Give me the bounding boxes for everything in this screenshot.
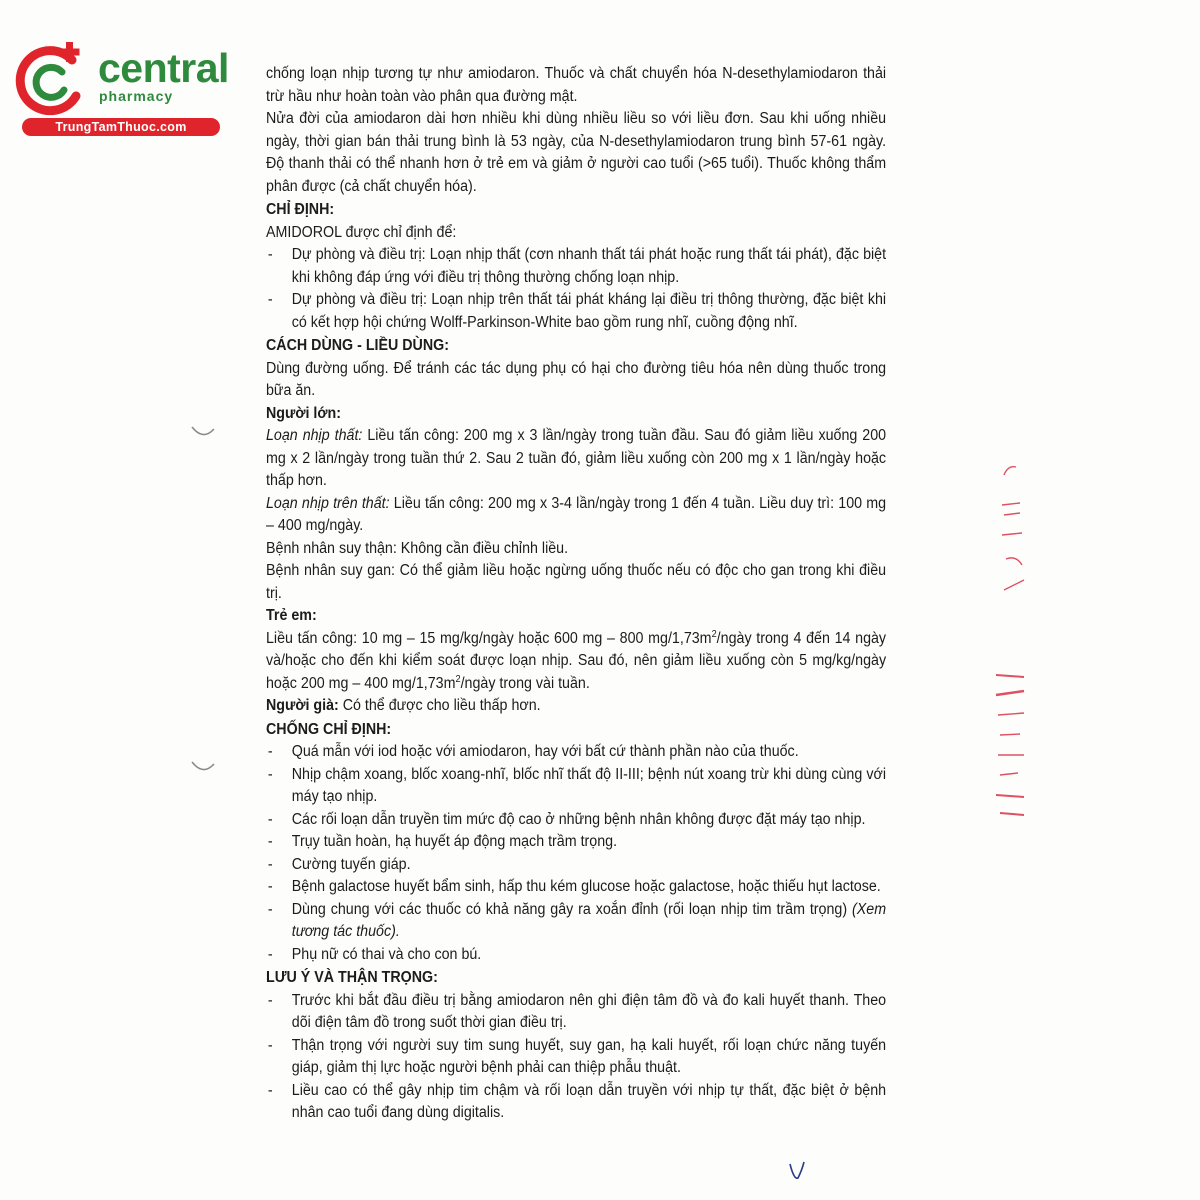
list-item: - Liều cao có thể gây nhịp tim chậm và rối loạn dẫn truyền với nhịp tự thất, đặc biệt ở bệnh nhân cao tuổi đang dùng digitalis. xyxy=(266,1080,886,1125)
list-item: - Dùng chung với các thuốc có khả năng gây ra xoắn đỉnh (rối loạn nhịp tim trầm trọng) (Xem tương tác thuốc). xyxy=(266,899,886,944)
paragraph-elimination: chống loạn nhịp tương tự như amiodaron. Thuốc và chất chuyển hóa N-desethylamiodaron thải trừ hầu như hoàn toàn vào phân qua đường mật. xyxy=(266,65,887,105)
logo-url-badge: TrungTamThuoc.com xyxy=(22,118,220,136)
list-item: - Dự phòng và điều trị: Loạn nhịp thất (cơn nhanh thất tái phát hoặc rung thất tái phát), đặc biệt khi không đáp ứng với điều trị thông thường chống loạn nhịp. xyxy=(266,244,886,289)
dosage-intro: Dùng đường uống. Để tránh các tác dụng phụ có hại cho đường tiêu hóa nên dùng thuốc trong bữa ăn. xyxy=(266,359,887,399)
list-item: - Thận trọng với người suy tim sung huyết, suy gan, hạ kali huyết, rối loạn chức năng tuyến giáp, giảm thị lực hoặc người bệnh phải can thiệp phẫu thuật. xyxy=(266,1035,886,1080)
label-elderly: Người già: xyxy=(266,697,339,714)
dose-ventricular: Loạn nhịp thất: Liều tấn công: 200 mg x 3 lần/ngày trong tuần đầu. Sau đó giảm liều xuống 200 mg x 2 lần/ngày trong tuần thứ 2. Sau 2 tuần đó, giảm liều xuống còn 200 mg x 1 lần/ngày hoặc thấp hơn. xyxy=(266,427,887,489)
indications-intro: AMIDOROL được chỉ định để: xyxy=(266,223,457,241)
dose-children: Liều tấn công: 10 mg – 15 mg/kg/ngày hoặc 600 mg – 800 $mg/1,73m^2$/ngày trong 4 đến 14 ngày và/hoặc cho đến khi kiểm soát được loạn nhịp. Sau đó, nên giảm liều xuống còn 5 mg/kg/ngày hoặc 200 mg – 400 $mg/1,73m^2$/ngày trong vài tuần. xyxy=(266,628,887,692)
dose-hepatic: Bệnh nhân suy gan: Có thể giảm liều hoặc ngừng uống thuốc nếu có độc cho gan trong khi điều trị. xyxy=(266,562,887,602)
dose-renal: Bệnh nhân suy thận: Không cần điều chỉnh liều. xyxy=(266,539,569,557)
heading-indications: CHỈ ĐỊNH: xyxy=(266,201,335,218)
paragraph-half-life: Nửa đời của amiodaron dài hơn nhiều khi dùng nhiều liều so với liều đơn. Sau khi uống nhiều ngày, thời gian bán thải trung bình là 53 ngày, của N-desethylamiodaron trung bình 57-61 ngày. Độ thanh thải có thể nhanh hơn ở trẻ em và giảm ở người cao tuổi (>65 tuổi). Thuốc không thẩm phân được (cả chất chuyển hóa). xyxy=(266,110,887,195)
list-item: - Bệnh galactose huyết bẩm sinh, hấp thu kém glucose hoặc galactose, hoặc thiếu hụt lactose. xyxy=(266,876,886,899)
signature-mark-icon xyxy=(782,1150,822,1190)
heading-precautions: LƯU Ý VÀ THẬN TRỌNG: xyxy=(266,969,438,986)
label-ventricular: Loạn nhịp thất: xyxy=(266,427,363,444)
contraindications-list xyxy=(266,741,886,966)
stamp-icon xyxy=(990,455,1030,835)
list-item: - Các rối loạn dẫn truyền tim mức độ cao ở những bệnh nhân không được đặt máy tạo nhịp. xyxy=(266,809,886,832)
leaflet-text xyxy=(266,63,886,1125)
binder-hole-mark-icon xyxy=(190,425,216,439)
precautions-list xyxy=(266,990,886,1125)
list-item: - Quá mẫn với iod hoặc với amiodaron, hay với bất cứ thành phần nào của thuốc. xyxy=(266,741,886,764)
heading-contraindications: CHỐNG CHỈ ĐỊNH: xyxy=(266,720,392,738)
indications-list xyxy=(266,244,886,334)
subheading-adults: Người lớn: xyxy=(266,404,341,422)
logo-mark-icon xyxy=(10,38,92,120)
subheading-children: Trẻ em: xyxy=(266,607,317,624)
pharmacy-logo xyxy=(10,38,229,138)
list-item: - Phụ nữ có thai và cho con bú. xyxy=(266,944,886,967)
logo-subtitle: pharmacy xyxy=(99,88,174,104)
heading-dosage: CÁCH DÙNG - LIỀU DÙNG: xyxy=(266,337,449,354)
list-item: - Trước khi bắt đầu điều trị bằng amiodaron nên ghi điện tâm đồ và đo kali huyết thanh. Theo dõi điện tâm đồ trong suốt thời gian điều trị. xyxy=(266,990,886,1035)
list-item: - Cường tuyến giáp. xyxy=(266,854,886,877)
dose-elderly: Người già: Có thể được cho liều thấp hơn. xyxy=(266,697,541,714)
list-item: - Nhịp chậm xoang, blốc xoang-nhĩ, blốc nhĩ thất độ II-III; bệnh nút xoang trừ khi dùng cùng với máy tạo nhịp. xyxy=(266,764,886,809)
logo-name: central xyxy=(98,45,229,91)
dose-supraventricular: Loạn nhịp trên thất: Liều tấn công: 200 mg x 3-4 lần/ngày trong 1 đến 4 tuần. Liều duy trì: 100 mg – 400 mg/ngày. xyxy=(266,494,887,534)
list-item: - Trụy tuần hoàn, hạ huyết áp động mạch trầm trọng. xyxy=(266,831,886,854)
list-item: - Dự phòng và điều trị: Loạn nhịp trên thất tái phát kháng lại điều trị thông thường, đặc biệt khi có kết hợp hội chứng Wolff-Parkinson-White bao gồm rung nhĩ, cuồng động nhĩ. xyxy=(266,289,886,334)
binder-hole-mark-icon xyxy=(190,760,216,774)
label-supraventricular: Loạn nhịp trên thất: xyxy=(266,494,390,512)
